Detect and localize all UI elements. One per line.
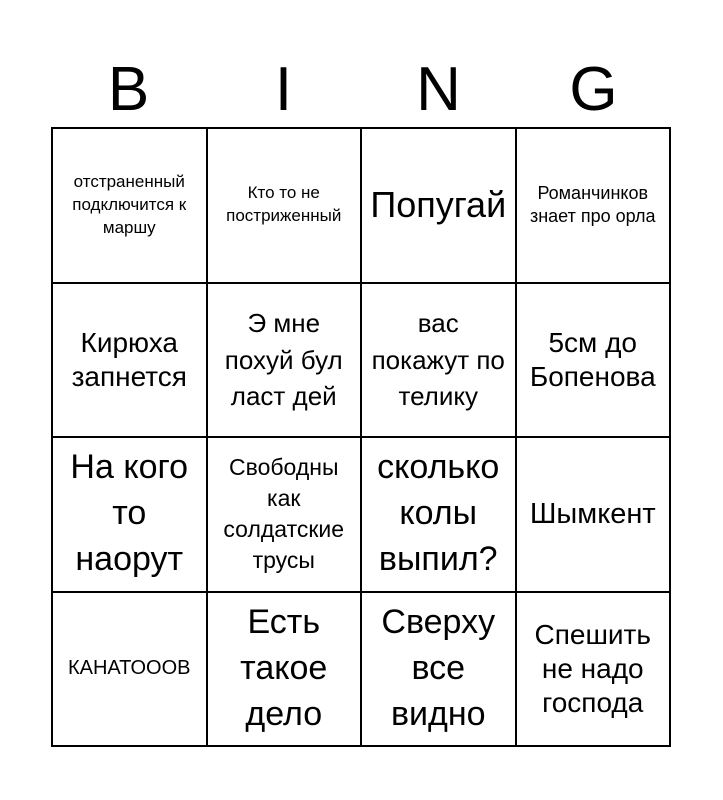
bingo-cell-r3c4[interactable] [517,438,672,593]
bingo-cell-text: КАНАТОООВ [67,657,191,680]
bingo-cell-r3c1[interactable] [53,438,208,593]
bingo-cell-r1c3[interactable] [362,129,517,284]
bingo-cell-r3c3[interactable] [362,438,517,593]
bingo-cell-r4c1[interactable] [53,593,208,748]
bingo-cell-r4c2[interactable] [208,593,363,748]
bingo-board [51,127,671,747]
bingo-cell-r1c4[interactable] [517,129,672,284]
bingo-cell-text: Э мне похуй бул ласт дей [224,308,343,411]
bingo-cell-r2c2[interactable] [208,284,363,439]
bingo-cell-text: Кто то не постриженный [226,183,342,226]
bingo-cell-text: сколько колы выпил? [377,448,500,579]
bingo-cell-text: На кого то наорут [70,448,189,579]
bingo-cell-text: Свободны как солдатские трусы [223,454,345,574]
bingo-cell-text: 5см до Бопенова [529,326,656,392]
bingo-header [51,52,671,128]
bingo-cell-r4c3[interactable] [362,593,517,748]
bingo-cell-r1c1[interactable] [53,129,208,284]
bingo-cell-text: Спешить не надо господа [534,618,651,718]
bingo-cell-r3c2[interactable] [208,438,363,593]
bingo-cell-r2c1[interactable] [53,284,208,439]
bingo-cell-r2c4[interactable] [517,284,672,439]
bingo-cell-r4c4[interactable] [517,593,672,748]
bingo-cell-text: Романчинков знает про орла [529,182,656,227]
bingo-cell-text: Сверху все видно [381,602,496,733]
bingo-cell-text: Попугай [370,183,507,225]
bingo-cell-text: Кирюха запнется [71,326,187,392]
header-letter-g: G [569,55,618,124]
header-letter-b: B [107,55,150,124]
bingo-cell-text: Шымкент [529,498,656,531]
header-letter-i: I [274,55,293,124]
header-letter-n: N [416,55,461,124]
bingo-cell-r2c3[interactable] [362,284,517,439]
bingo-cell-text: отстраненный подключится к маршу [72,171,187,237]
bingo-cell-text: Есть такое дело [240,602,328,733]
bingo-cell-text: вас покажут по телику [371,308,505,411]
bingo-cell-r1c2[interactable] [208,129,363,284]
